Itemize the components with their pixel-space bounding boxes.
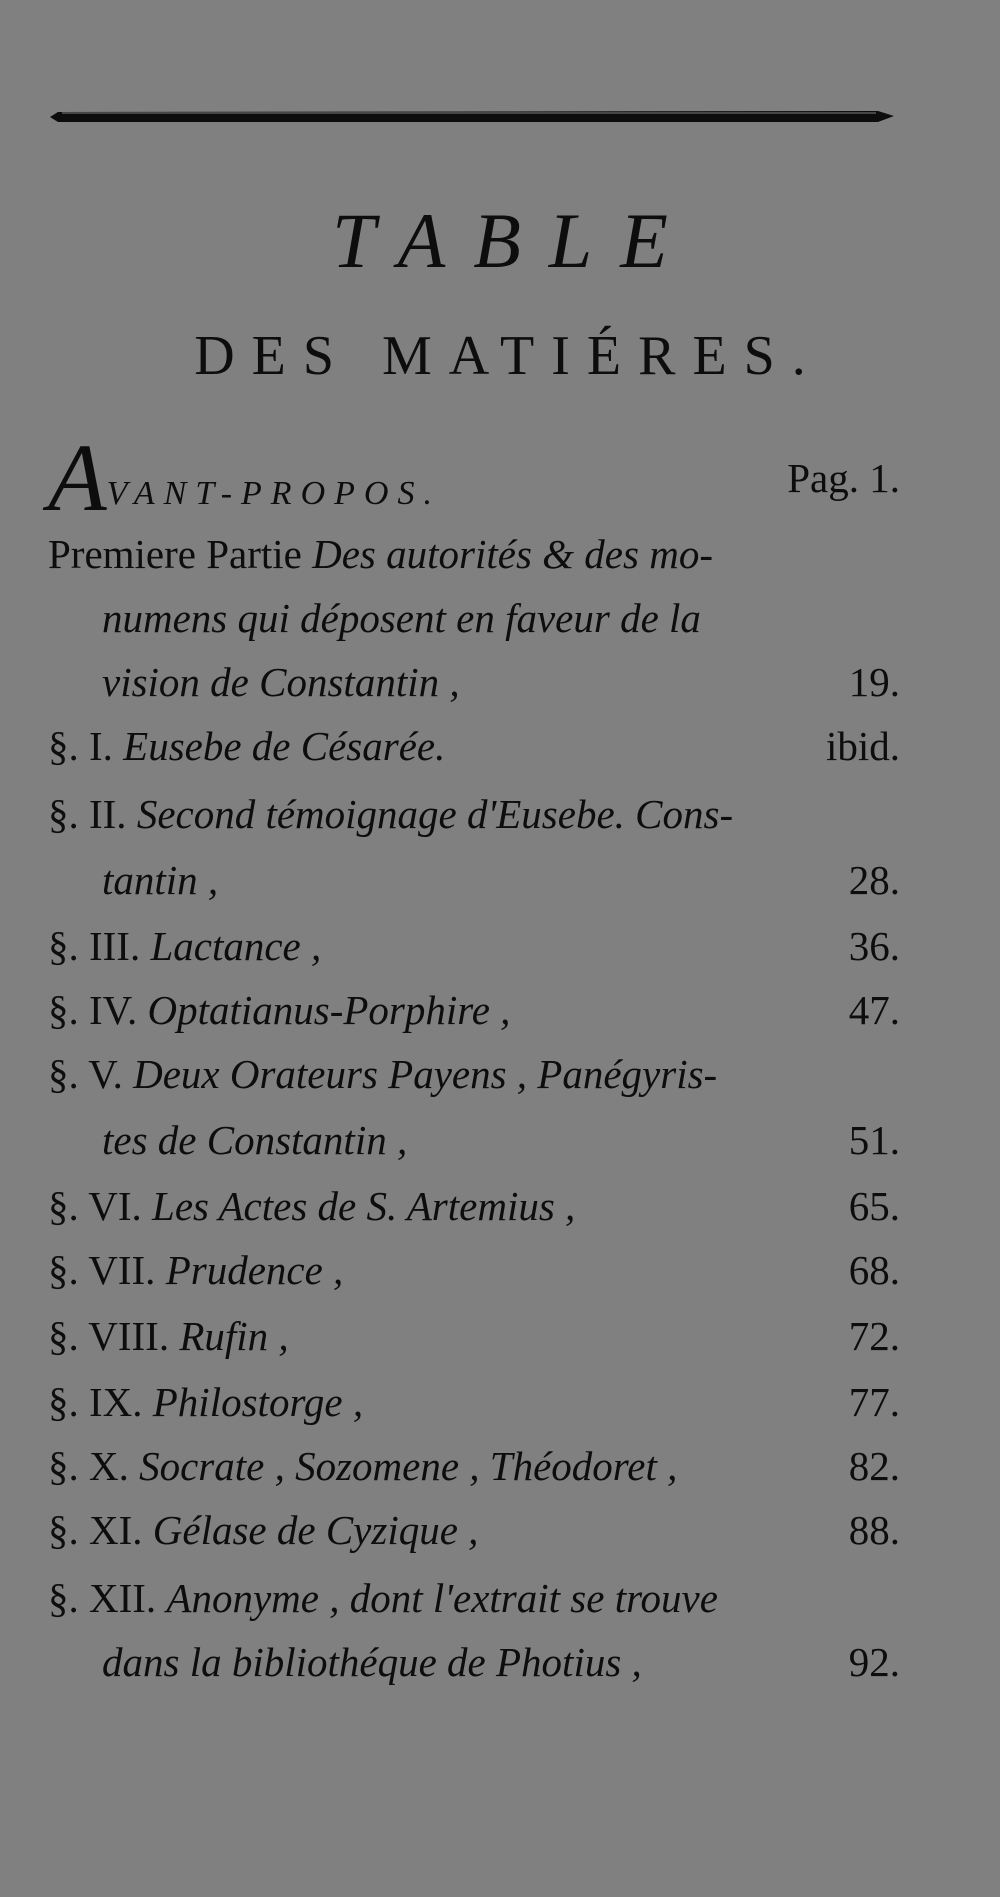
section-number: §. VII.	[48, 1247, 156, 1293]
section-title: Rufin ,	[179, 1313, 289, 1359]
toc-premiere-partie-cont-1	[102, 586, 900, 650]
page-number: 47.	[848, 987, 900, 1033]
toc-entry	[48, 1498, 900, 1562]
toc-entry	[48, 1566, 900, 1630]
toc-entry	[48, 1174, 900, 1238]
page-number: 28.	[848, 857, 900, 903]
toc-entry	[48, 1370, 900, 1434]
section-number: §. IV.	[48, 987, 138, 1033]
ornamental-rule	[48, 108, 896, 126]
toc-entry	[48, 914, 900, 978]
section-number: §. III.	[48, 923, 141, 969]
page-number: 77.	[848, 1379, 900, 1425]
section-title: Second témoignage d'Eusebe. Cons-	[136, 791, 734, 837]
section-number: §. V.	[48, 1051, 123, 1097]
section-title: Anonyme , dont l'extrait se trouve	[166, 1575, 718, 1621]
section-number: §. X.	[48, 1443, 129, 1489]
section-title-cont: tes de Constantin ,	[102, 1117, 408, 1163]
toc-entry	[48, 1434, 900, 1498]
page-number: 65.	[848, 1183, 900, 1229]
page-number: 72.	[848, 1313, 900, 1359]
section-title: Socrate , Sozomene , Théodoret ,	[139, 1443, 678, 1489]
page-number: 88.	[848, 1507, 900, 1553]
section-title-cont: tantin ,	[102, 857, 219, 903]
section-title: Eusebe de Césarée.	[123, 723, 446, 769]
title-des-matieres: DES MATIÉRES.	[194, 325, 823, 387]
part-label: Premiere Partie	[48, 531, 302, 577]
page-number: 82.	[848, 1443, 900, 1489]
section-number: §. IX.	[48, 1379, 143, 1425]
toc-entry	[48, 1238, 900, 1302]
toc-entry	[48, 1042, 900, 1106]
page-number: 68.	[848, 1247, 900, 1293]
section-title: Lactance ,	[150, 923, 322, 969]
page-number: ibid.	[825, 723, 900, 769]
toc-entry-cont	[102, 1630, 900, 1694]
toc-entry	[48, 1304, 900, 1368]
part-title-line-1: Des autorités & des mo-	[312, 531, 713, 577]
section-title: Philostorge ,	[152, 1379, 364, 1425]
toc-premiere-partie	[48, 522, 900, 586]
page-number: 51.	[848, 1117, 900, 1163]
page-number: 92.	[848, 1639, 900, 1685]
part-title-line-3: vision de Constantin ,	[102, 659, 460, 705]
part-title-line-2: numens qui déposent en faveur de la	[102, 595, 701, 641]
section-number: §. II.	[48, 791, 127, 837]
toc-avant-propos	[48, 424, 900, 531]
title-table: TABLE	[332, 197, 696, 284]
avant-propos-label: VANT-PROPOS.	[106, 475, 441, 512]
drop-initial: A	[48, 424, 107, 531]
section-number: §. XI.	[48, 1507, 143, 1553]
section-title: Optatianus-Porphire ,	[147, 987, 511, 1033]
section-number: §. VI.	[48, 1183, 142, 1229]
section-title-cont: dans la bibliothéque de Photius ,	[102, 1639, 642, 1685]
section-number: §. I.	[48, 723, 113, 769]
section-title: Les Actes de S. Artemius ,	[152, 1183, 576, 1229]
section-title: Deux Orateurs Payens , Panégyris-	[133, 1051, 718, 1097]
section-title: Gélase de Cyzique ,	[152, 1507, 479, 1553]
section-number: §. VIII.	[48, 1313, 170, 1359]
page-number: 36.	[848, 923, 900, 969]
page-number: Pag. 1.	[787, 455, 900, 501]
toc-entry	[48, 782, 900, 846]
toc-entry	[48, 978, 900, 1042]
page-number: 19.	[848, 659, 900, 705]
toc-entry-cont	[102, 1108, 900, 1172]
section-number: §. XII.	[48, 1575, 157, 1621]
toc-premiere-partie-cont-2	[102, 650, 900, 714]
toc-entry-cont	[102, 848, 900, 912]
toc-entry	[48, 714, 900, 778]
section-title: Prudence ,	[165, 1247, 344, 1293]
